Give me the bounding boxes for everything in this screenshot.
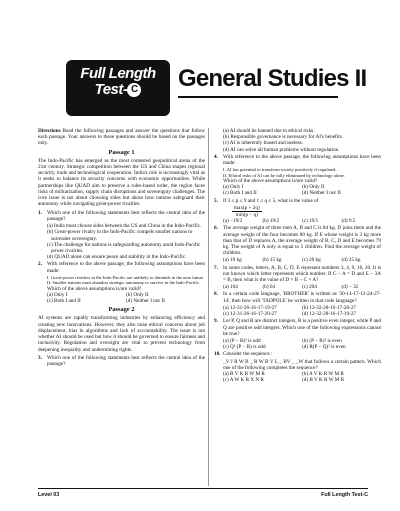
q10-option-b[interactable]: (b) A V K R W M R (302, 370, 344, 377)
footer-test-name: Full Length Test-C (321, 492, 368, 498)
question-9: 9. Let P, Q and R are distinct integers, R is a positive even integer, while P and Q are positive odd integers. Which one of the following expressions cannot be true? (214, 318, 381, 337)
question-4: 4. With reference to the above passage, the following assumptions have been made: (214, 153, 381, 167)
q3-option-d[interactable]: (d) AI can solve all human problems without regulation. (223, 146, 340, 153)
q6-option-a[interactable]: (a) 10 kg (223, 257, 242, 264)
question-8: 8. In a certain code language, 'BROTHER' is written as '30-14-17-12-24-27-14', then how will 'TADPOLE' be written in that code language? (214, 291, 381, 304)
q10-sequence: _V J R W B _ R W B V L _ BV _ _W that follows a certain pattern. Which one of the following completes the sequence? (223, 358, 381, 371)
q6-options (214, 257, 381, 263)
q10-option-d[interactable]: (d) B V K R W M R (302, 377, 345, 384)
q2-option-c[interactable]: (c) Both I and II (47, 298, 81, 305)
q8-options (214, 305, 381, 317)
question-10: 10. Consider the sequence : (214, 351, 273, 358)
badge-line2: Test- C (66, 82, 170, 98)
q8-option-b[interactable]: (b) 12-32-28-16-17-20-27 (302, 304, 357, 311)
q6-option-d[interactable]: (d) 25 kg (341, 257, 361, 264)
q2-option-a[interactable]: (a) Only I (47, 291, 68, 298)
q5-option-a[interactable]: (a) −19/2 (223, 218, 243, 225)
q8-option-c[interactable]: (c) 12-31-26-16-17-20-27 (223, 311, 277, 318)
badge-letter: C (127, 83, 141, 97)
q2-option-b[interactable]: (b) Only II (126, 291, 149, 298)
q2-statement-2: II. Smaller nations must abandon strategic autonomy to survive in the Indo-Pacific. (47, 280, 200, 286)
question-7: 7. In some codes, letters, A, B, C, D, E represent numbers 3, 4, 9, 16, 20. It is not known which letter represents which number. If C − A = D and E − 3A = B, then what is the value of D × B − C × A? (214, 264, 381, 284)
q5-options (214, 218, 381, 224)
q4-option-d[interactable]: (d) Neither I nor II (302, 190, 341, 197)
q9-option-b[interactable]: (b) (P − R)² is even (302, 337, 342, 344)
q10-option-a[interactable]: (a) B V K R W M R (223, 370, 265, 377)
q7-option-b[interactable]: (b) 64 (262, 284, 276, 291)
q4-options (214, 184, 381, 196)
question-3: 3. Which one of the following statements best reflects the central idea of the passage? (38, 355, 205, 368)
q2-statement-1: I. Great-power rivalries in the Indo-Pacific are unlikely to diminish in the near future. (47, 274, 205, 280)
q7-option-c[interactable]: (c) 204 (302, 284, 317, 291)
footer-level: Level 03 (38, 492, 60, 498)
badge-line1: Full Length (80, 65, 156, 82)
question-1: 1. Which one of the following statements best reflects the central idea of the passage? (38, 209, 205, 223)
q3-option-a[interactable]: (a) AI should be banned due to ethical risks. (223, 128, 315, 134)
title-underline (178, 96, 338, 98)
page-footer (38, 492, 368, 502)
q9-options (214, 338, 381, 350)
q9-option-c[interactable]: (c) Q² (P − R) is odd (223, 344, 266, 351)
right-column (214, 128, 381, 383)
q4-statement-1: I. AI has potential to transform society positively if regulated. (223, 167, 337, 173)
q5-option-d[interactable]: (d) 9.5 (341, 218, 356, 225)
column-divider (208, 128, 209, 486)
q5-option-c[interactable]: (c) 19/1 (302, 218, 319, 225)
page-header (0, 0, 400, 98)
q10-option-c[interactable]: (c) A W K R X N R (223, 377, 264, 384)
left-column (38, 128, 205, 369)
q7-option-a[interactable]: (a) 104 (223, 284, 238, 291)
passage1-text: The Indo-Pacific has emerged as the most contested geopolitical arena of the 21st century. Strategic competition between the US and China shapes regional security, trade and technological cooperation. India's role is increasingly vital as it seeks to balance its security concerns with economic opportunities. While partnerships like QUAD aim to preserve a rules-based order, the region faces risks of militarization, supply chain disruptions and sovereignty challenges. The core issue is not about choosing sides but about how nations safeguard their autonomy while navigating great-power rivalries. (38, 157, 205, 208)
q7-option-d[interactable]: (d) − 32 (341, 284, 359, 291)
q4-ask: Which of the above assumptions is/are valid? (223, 178, 318, 185)
q7-options (214, 284, 381, 290)
q8-option-a[interactable]: (a) 12-31-26-16-17-19-27 (223, 304, 277, 311)
q4-option-b[interactable]: (b) Only II (302, 184, 325, 191)
q3-option-b[interactable]: (b) Responsible governance is necessary for AI's benefits. (223, 134, 343, 141)
q10-options (214, 371, 381, 383)
q2-ask: Which of the above assumptions is/are valid? (47, 285, 142, 292)
q4-option-c[interactable]: (c) Both I and II (223, 190, 257, 197)
passage2-title: Passage 2 (108, 306, 135, 314)
test-badge (66, 60, 170, 116)
q4-option-a[interactable]: (a) Only I (223, 184, 244, 191)
q5-option-b[interactable]: (b) 19/2 (262, 218, 280, 225)
question-5: 5. If 3 ≤ p ≤ 9 and 1 ≤ q ≤ 5, what is the value of (214, 197, 319, 204)
q5-denominator: min(p − q) (235, 212, 258, 219)
q6-option-b[interactable]: (b) 15 kg (262, 257, 282, 264)
q8-option-d[interactable]: (d) 12-32-28-16-17-19-27 (302, 311, 357, 318)
q9-option-d[interactable]: (d) R(P − Q)² is even (302, 344, 346, 351)
q1-option-b[interactable]: (b) Great-power rivalry in the Indo-Pacific compels smaller nations to surrender sovereignty. (47, 229, 193, 242)
q4-statement-2: II. Ethical risks of AI can be fully eliminated by technology alone. (223, 172, 345, 178)
q3-option-c[interactable]: (c) AI is inherently biased and useless. (223, 140, 303, 147)
q1-option-a[interactable]: (a) India must choose sides between the US and China in the Indo-Pacific. (47, 223, 202, 230)
passage2-text: AI systems are rapidly transforming industries by enhancing efficiency and creating new innovations. However, they also raise ethical concerns about job displacement, bias in algorithms and lack of accountability. The issue is not whether AI should be used but how it should be governed to ensure fairness and inclusivity. Regulation and oversight are vital to prevent technology from deepening inequality and undermining rights. (38, 315, 205, 353)
q5-expression (223, 205, 262, 218)
question-2: 2. With reference to the above passage, the following assumptions have been made: (38, 261, 205, 274)
question-6: 6. The average weight of three men A, B and C is 84 kg. D joins them and the average weight of the four becomes 80 kg. If E whose weight is 3 kg more than that of D replaces A, the average weight of B, C, D and E becomes 79 kg. The weight of A only is equal to 5 children. Find the average weight of children. (214, 225, 381, 257)
q6-option-c[interactable]: (c) 20 kg (302, 257, 321, 264)
passage1-title: Passage 1 (108, 148, 135, 156)
q2-options (38, 292, 205, 304)
directions: Directions Read the following passages and answer the questions that follow each passage. Your answers to these questions should be based on the passages only. (38, 128, 206, 147)
footer-rule (38, 488, 368, 489)
q1-option-d[interactable]: (d) QUAD alone can ensure peace and stability in the Indo-Pacific. (47, 254, 187, 261)
q2-option-d[interactable]: (d) Neither I nor II (126, 298, 165, 305)
q5-numerator: max(p + 2q) (234, 204, 260, 211)
page-title: General Studies II (178, 65, 367, 92)
q1-option-c[interactable]: (c) The challenge for nations is safeguarding autonomy amid Indo-Pacific power rivalries. (47, 241, 201, 255)
q9-option-a[interactable]: (a) (P − R)³ is odd (223, 337, 261, 344)
